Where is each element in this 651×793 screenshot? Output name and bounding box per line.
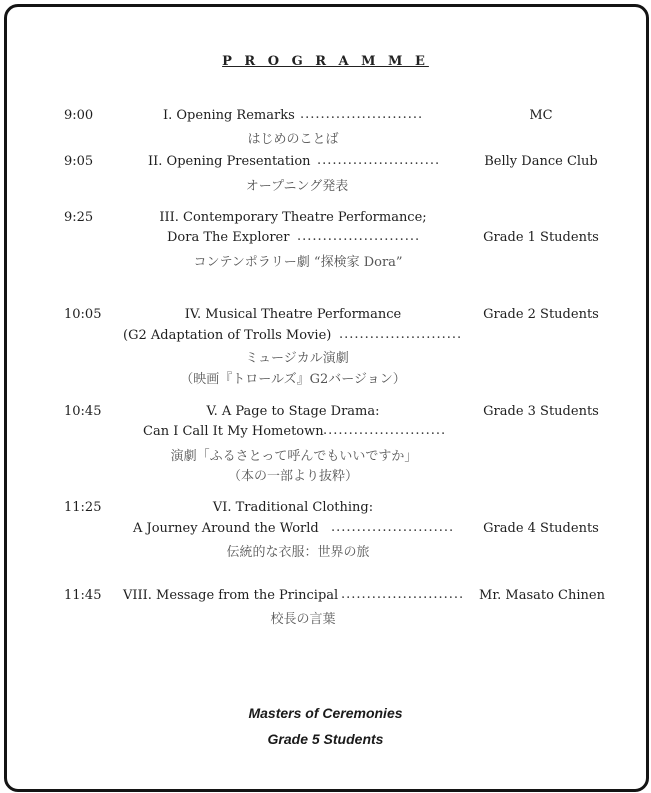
programme-title: P R O G R A M M E — [222, 54, 429, 69]
item-3-leader: ........................ — [297, 229, 421, 244]
item-1-leader: ........................ — [300, 107, 424, 122]
item-4-leader: ........................ — [339, 327, 463, 342]
time-4: 10:05 — [64, 307, 102, 322]
time-2: 9:05 — [64, 154, 94, 169]
time-6: 11:25 — [64, 500, 102, 515]
time-3: 9:25 — [64, 210, 94, 225]
item-5-leader: ........................ — [323, 423, 447, 438]
item-4-subtitle: (G2 Adaptation of Trolls Movie) — [123, 328, 332, 343]
masters-of-ceremonies-names: Grade 5 Students — [267, 731, 384, 747]
time-7: 11:45 — [64, 588, 102, 603]
time-1: 9:00 — [64, 108, 94, 123]
item-1-title: I. Opening Remarks — [163, 108, 295, 123]
item-6-leader: ........................ — [331, 520, 455, 535]
item-7-title: VIII. Message from the Principal — [123, 588, 339, 603]
item-6-subtitle: A Journey Around the World — [133, 521, 319, 536]
item-2-title: II. Opening Presentation — [148, 154, 311, 169]
item-5-subtitle: Can I Call It My Hometown — [143, 424, 324, 439]
item-7-leader: ........................ — [341, 587, 465, 602]
item-2-leader: ........................ — [317, 153, 441, 168]
item-3-subtitle: Dora The Explorer — [167, 230, 290, 245]
masters-of-ceremonies-label: Masters of Ceremonies — [248, 705, 403, 721]
time-5: 10:45 — [64, 404, 102, 419]
